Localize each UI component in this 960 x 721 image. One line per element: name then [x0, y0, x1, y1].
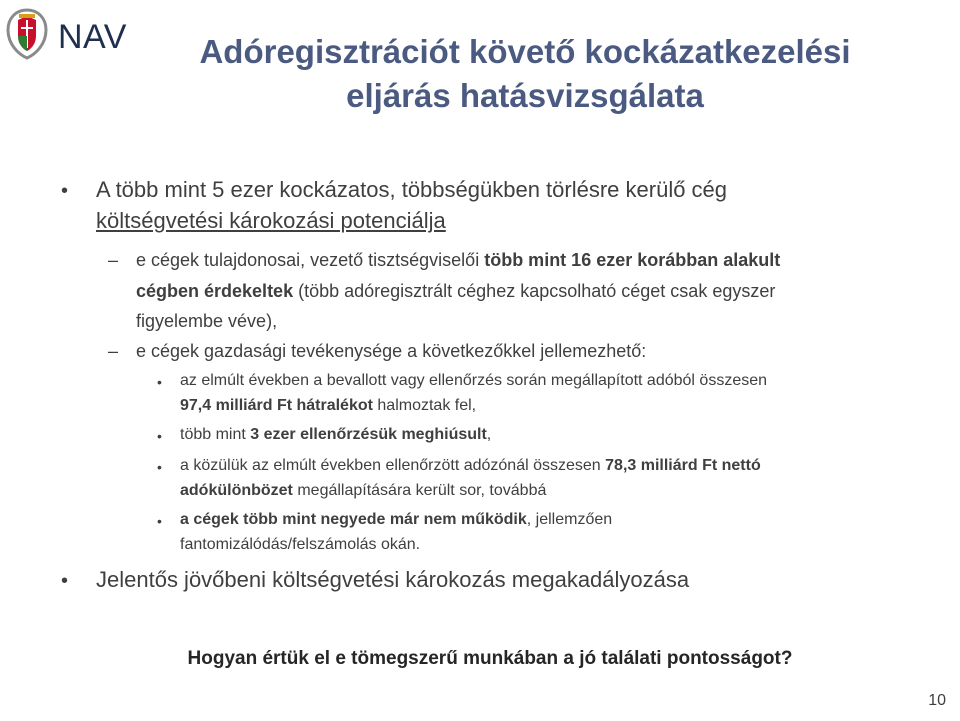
text-span: ,: [486, 426, 492, 443]
brand-name: NAV: [58, 18, 127, 56]
dash-icon: –: [108, 341, 119, 361]
bold-span: 3 ezer ellenőrzésük meghiúsult: [250, 426, 487, 443]
closing-question: Hogyan értük el e tömegszerű munkában a jó találati pontosságot?: [187, 648, 793, 669]
bold-span: cégben érdekeltek: [136, 281, 294, 301]
text-span: a közülük az elmúlt években ellenőrzött adózónál összesen: [180, 457, 606, 474]
nav-logo: [4, 6, 144, 62]
text-span: megállapítására került sor, továbbá: [292, 482, 547, 499]
sub-bullet-1-line-1: az elmúlt években a bevallott vagy ellenőrzés során megállapított adóból összesen: [180, 372, 768, 389]
bold-span: több mint 16 ezer korábban alakult: [484, 250, 781, 270]
text-span: több mint: [180, 426, 251, 443]
sub-bullet-4-line-2: fantomizálódás/felszámolás okán.: [180, 536, 421, 553]
sub-bullet-1-line-2: [180, 397, 476, 415]
dash-1-line-3: figyelembe véve),: [136, 311, 278, 331]
dash-1-line-2: [136, 281, 775, 302]
bold-span: 97,4 milliárd Ft hátralékot: [180, 397, 373, 414]
page-number: 10: [928, 692, 946, 709]
title-line-1: Adóregisztrációt követő kockázatkezelési: [199, 33, 851, 70]
text-span: (több adóregisztrált céghez kapcsolható céget csak egyszer: [293, 281, 776, 301]
bullet-2-line-1: Jelentős jövőbeni költségvetési károkozás megakadályozása: [96, 567, 690, 592]
bullet-1-line-2: költségvetési károkozási potenciálja: [96, 208, 446, 233]
sub-bullet-icon: •: [157, 513, 162, 529]
dash-1-line-1: [136, 250, 780, 271]
sub-bullet-3-line-1: [180, 457, 761, 475]
sub-bullet-icon: •: [157, 459, 162, 475]
bold-span: 78,3 milliárd Ft nettó: [605, 457, 761, 474]
sub-bullet-2-line-1: [180, 426, 491, 444]
dash-icon: –: [108, 250, 119, 270]
text-span: , jellemzően: [526, 511, 613, 528]
text-span: halmoztak fel,: [372, 397, 477, 414]
slide-title: [150, 30, 900, 118]
sub-bullet-icon: •: [157, 374, 162, 390]
bold-span: adókülönbözet: [180, 482, 293, 499]
bold-span: a cégek több mint negyede már nem működik: [180, 511, 527, 528]
text-span: e cégek tulajdonosai, vezető tisztségviselői: [136, 250, 485, 270]
sub-bullet-4-line-1: [180, 511, 612, 529]
sub-bullet-icon: •: [157, 428, 162, 444]
bullet-icon: •: [61, 570, 69, 592]
title-line-2: eljárás hatásvizsgálata: [346, 77, 704, 114]
dash-2-line-1: e cégek gazdasági tevékenysége a következőkkel jellemezhető:: [136, 341, 647, 361]
bullet-icon: •: [61, 180, 69, 202]
hungarian-crest-icon: [4, 6, 50, 62]
sub-bullet-3-line-2: [180, 482, 546, 500]
bullet-1-line-1: A több mint 5 ezer kockázatos, többségükben törlésre kerülő cég: [96, 177, 728, 202]
